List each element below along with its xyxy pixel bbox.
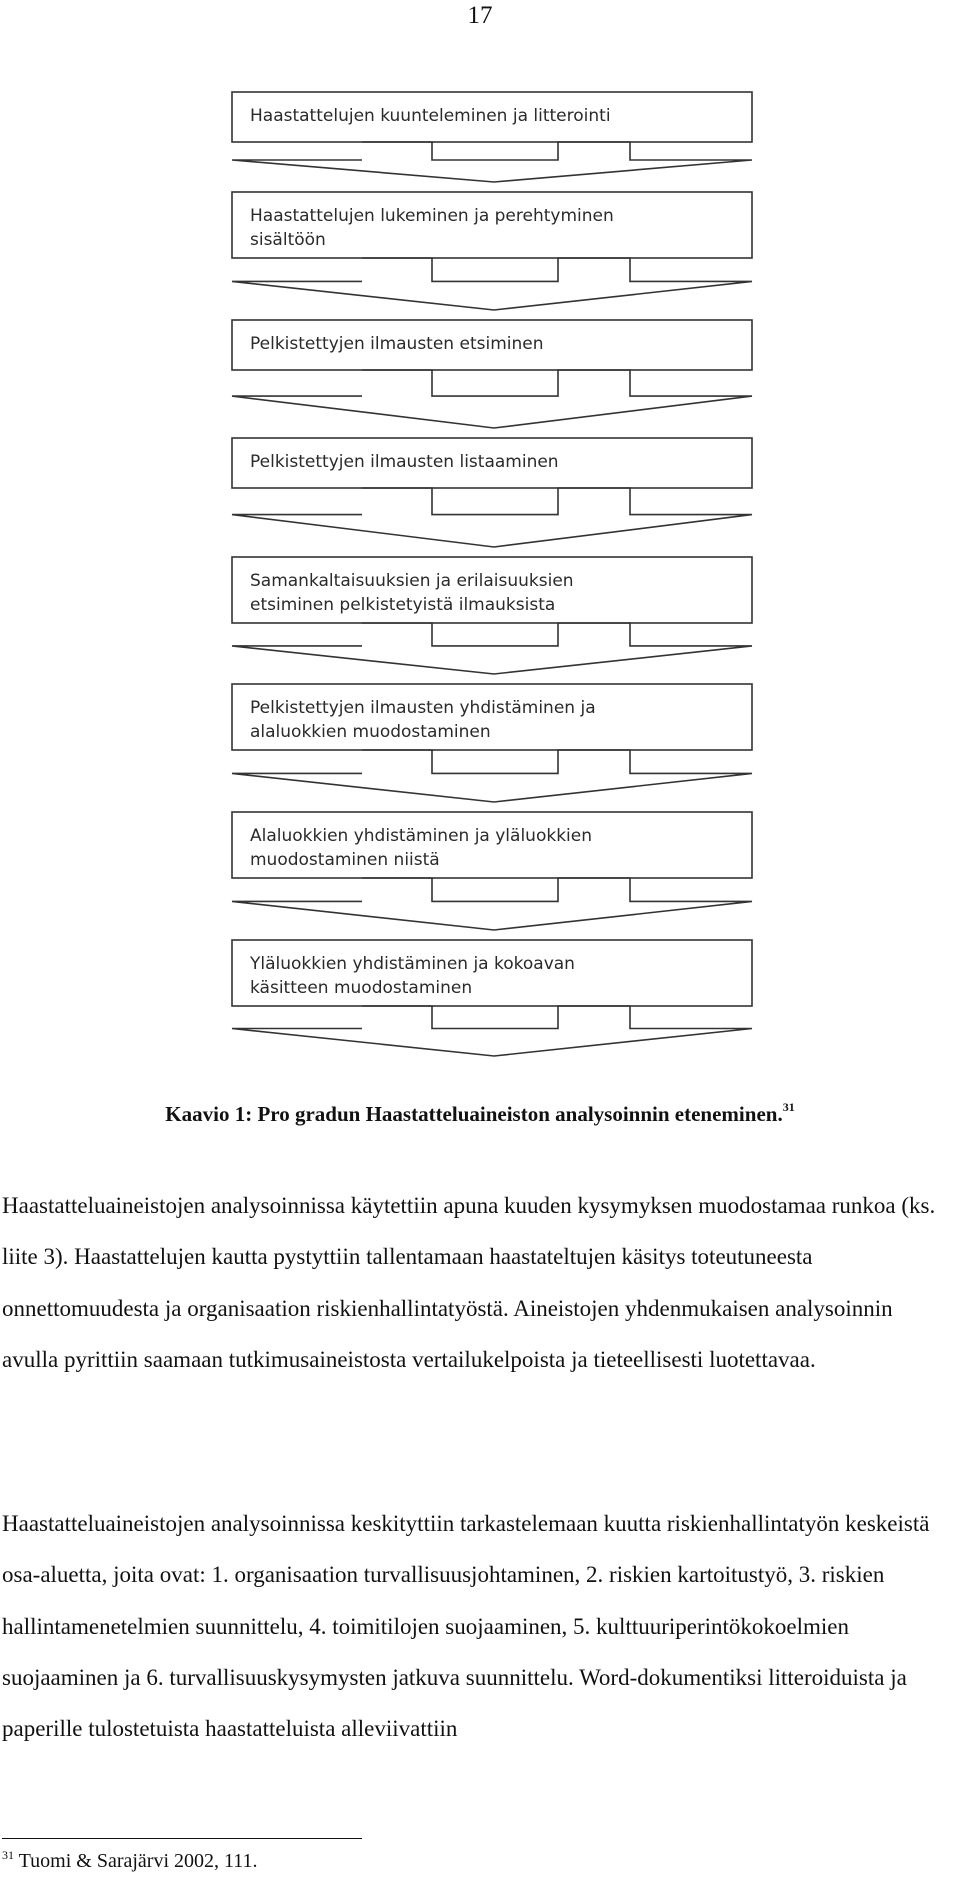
flow-step-label: Pelkistettyjen ilmausten etsiminen [250, 334, 544, 354]
flow-arrow-2 [232, 258, 752, 310]
flow-step-5 [232, 557, 752, 623]
flow-step-label: alaluokkien muodostaminen [250, 722, 491, 742]
flow-arrow-6 [232, 750, 752, 802]
flow-step-label: Pelkistettyjen ilmausten listaaminen [250, 452, 559, 472]
page-number: 17 [467, 2, 493, 29]
flow-step-label: Alaluokkien yhdistäminen ja yläluokkien [250, 826, 592, 846]
flow-arrow-5 [232, 623, 752, 674]
figure-caption [0, 1100, 960, 1127]
flow-step-label: muodostaminen niistä [250, 850, 440, 870]
flow-step-1 [232, 92, 752, 142]
flow-step-3 [232, 320, 752, 370]
flow-step-6 [232, 684, 752, 750]
flow-step-label: Samankaltaisuuksien ja erilaisuuksien [250, 571, 574, 591]
flow-step-label: Haastattelujen kuunteleminen ja litterointi [250, 106, 611, 126]
flow-step-label: Haastattelujen lukeminen ja perehtyminen [250, 206, 614, 226]
flow-arrow-3 [232, 370, 752, 428]
flow-step-7 [232, 812, 752, 878]
flow-arrow-1 [232, 142, 752, 182]
flow-step-label: käsitteen muodostaminen [250, 978, 473, 998]
flow-step-label: etsiminen pelkistetyistä ilmauksista [250, 595, 556, 615]
caption-text: Kaavio 1: Pro gradun Haastatteluaineiston analysoinnin eteneminen. [165, 1102, 783, 1126]
flow-step-label: Pelkistettyjen ilmausten yhdistäminen ja [250, 698, 596, 718]
flow-arrow-7 [232, 878, 752, 930]
flow-arrow-4 [232, 488, 752, 547]
body-paragraph-1: Haastatteluaineistojen analysoinnissa käytettiin apuna kuuden kysymyksen muodostamaa runkoa (ks. liite 3). Haastattelujen kautta pystyttiin tallentamaan haastateltujen käsitys toteutuneesta onnettomuudesta ja organisaation riskienhallintatyöstä. Aineistojen yhdenmukaisen analysoinnin avulla pyrittiin saamaan tutkimusaineistosta vertailukelpoista ja tieteellisesti luotettavaa. [2, 1193, 936, 1372]
body-paragraph-2: Haastatteluaineistojen analysoinnissa keskityttiin tarkastelemaan kuutta riskienhallintatyön keskeistä osa-aluetta, joita ovat: 1. organisaation turvallisuusjohtaminen, 2. riskien kartoitustyö, 3. riskien hallintamenetelmien suunnittelu, 4. toimitilojen suojaaminen, 5. kulttuuriperintökokoelmien suojaaminen ja 6. turvallisuuskysymysten jatkuva suunnittelu. Word-dokumentiksi litteroiduista ja paperille tulostetuista haastatteluista alleviivattiin [2, 1511, 930, 1742]
flow-arrow-8 [232, 1006, 752, 1056]
footnote-number: 31 [2, 1848, 14, 1862]
footnote-divider [2, 1838, 362, 1839]
caption-footnote-ref: 31 [782, 1100, 795, 1114]
flow-step-2 [232, 192, 752, 258]
flow-step-4 [232, 438, 752, 488]
flow-step-label: sisältöön [250, 230, 326, 250]
footnote [2, 1848, 258, 1873]
footnote-text: Tuomi & Sarajärvi 2002, 111. [18, 1850, 258, 1872]
flow-step-8 [232, 940, 752, 1006]
flow-step-label: Yläluokkien yhdistäminen ja kokoavan [250, 954, 575, 974]
